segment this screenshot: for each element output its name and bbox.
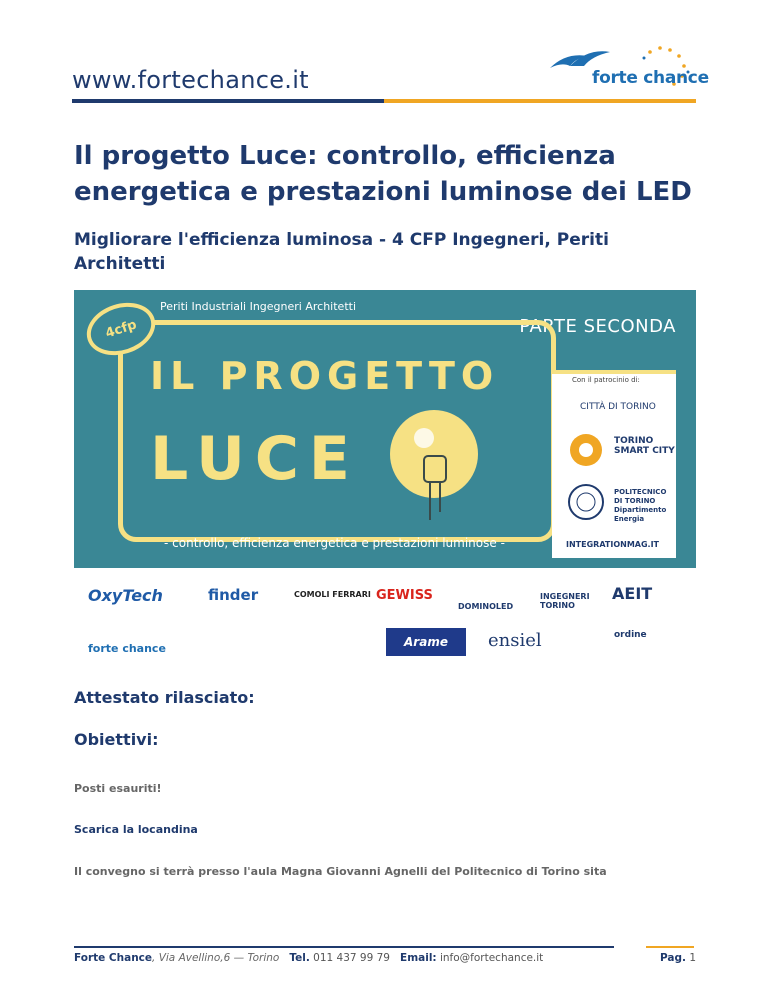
logo-text: forte chance bbox=[592, 68, 709, 88]
sponsor-strip bbox=[74, 568, 696, 668]
sponsor-oxytech: OxyTech bbox=[88, 586, 163, 605]
torino-smart-city-logo: TORINO SMART CITY bbox=[614, 436, 675, 456]
event-banner bbox=[74, 290, 696, 568]
sponsor-ingegneri: INGEGNERI TORINO bbox=[540, 592, 590, 610]
page-title: Il progetto Luce: controllo, efficienza energetica e prestazioni luminose dei LED bbox=[74, 141, 692, 207]
politecnico-seal-icon bbox=[566, 482, 606, 522]
posti-esauriti: Posti esauriti! bbox=[74, 782, 162, 795]
footer-rule-orange bbox=[646, 946, 694, 948]
footer-company: Forte Chance bbox=[74, 952, 153, 964]
page-number bbox=[660, 952, 696, 964]
footer-tel-label: Tel. bbox=[289, 952, 310, 964]
page-label: Pag. bbox=[660, 952, 687, 964]
sponsor-ordine: ordine bbox=[614, 630, 647, 640]
footer-tel[interactable]: 011 437 99 79 bbox=[313, 952, 390, 964]
citta-torino-logo: CITTÀ DI TORINO bbox=[580, 402, 656, 412]
banner-bottom-line: - controllo, efficienza energetica e prestazioni luminose - bbox=[164, 536, 505, 550]
integrationmag-logo: INTEGRATIONMAG.IT bbox=[566, 540, 660, 549]
led-bulb-icon bbox=[384, 408, 484, 528]
banner-tagline: Periti Industriali Ingegneri Architetti bbox=[160, 300, 357, 313]
footer-address: , Via Avellino,6 — Torino bbox=[152, 952, 280, 964]
cfp-badge: 4cfp bbox=[80, 294, 162, 363]
smart-city-icon bbox=[566, 430, 606, 470]
politecnico-logo: POLITECNICO DI TORINO Dipartimento Energia bbox=[614, 488, 667, 523]
sponsor-arame: Arame bbox=[386, 628, 466, 656]
banner-word-luce: LUCE bbox=[150, 424, 360, 494]
sponsor-comoli-ferrari: COMOLI FERRARI bbox=[294, 590, 371, 599]
patronage-label: Con il patrocinio di: bbox=[572, 376, 640, 384]
page-value: 1 bbox=[689, 952, 697, 964]
banner-word-progetto: IL PROGETTO bbox=[150, 354, 500, 398]
sponsor-gewiss: GEWISS bbox=[376, 588, 433, 603]
sponsor-finder: finder bbox=[208, 586, 259, 604]
convegno-text: Il convegno si terrà presso l'aula Magna Giovanni Agnelli del Politecnico di Torino sita bbox=[74, 865, 607, 878]
attestato-heading: Attestato rilasciato: bbox=[74, 688, 255, 707]
sponsor-dominoled: DOMINOLED bbox=[458, 602, 514, 611]
patronage-panel bbox=[552, 370, 676, 558]
header-rule-blue bbox=[72, 99, 384, 103]
sponsor-aeit: AEIT bbox=[612, 584, 653, 603]
header-rule-orange bbox=[384, 99, 696, 103]
page-subtitle: Migliorare l'efficienza luminosa - 4 CFP Ingegneri, Periti Architetti bbox=[74, 230, 609, 274]
sponsor-ensiel: ensiel bbox=[488, 630, 542, 651]
banner-part: PARTE SECONDA bbox=[519, 316, 676, 337]
scarica-locandina-link[interactable]: Scarica la locandina bbox=[74, 823, 198, 836]
footer-email[interactable]: info@fortechance.it bbox=[439, 952, 544, 964]
sponsor-forte-chance: forte chance bbox=[88, 642, 166, 655]
site-url[interactable]: www.fortechance.it bbox=[72, 66, 309, 94]
footer-email-label: Email: bbox=[400, 952, 437, 964]
footer-info bbox=[74, 952, 543, 964]
obiettivi-heading: Obiettivi: bbox=[74, 730, 159, 749]
footer-rule-blue bbox=[74, 946, 614, 948]
